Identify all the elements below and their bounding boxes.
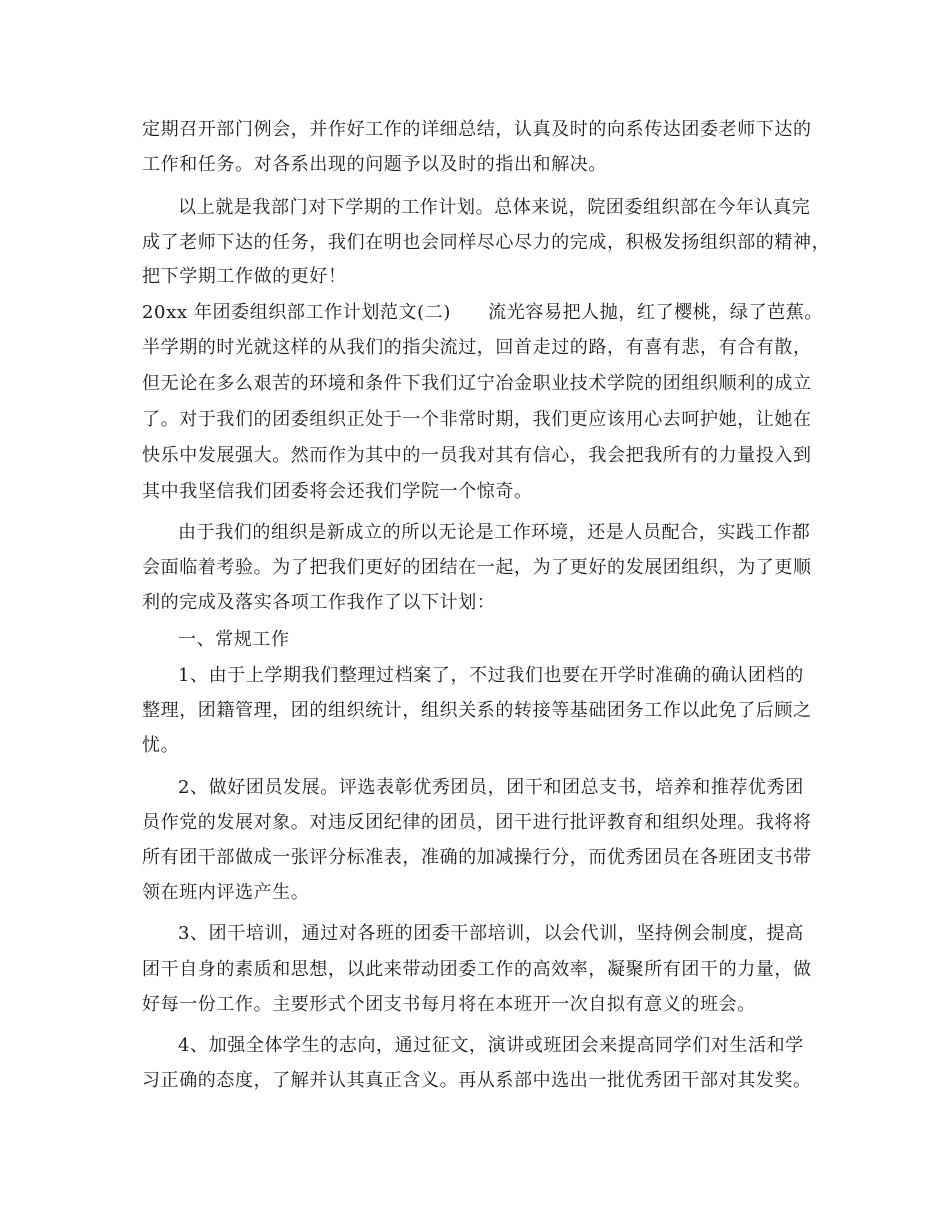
- text-line: 所有团干部做成一张评分标准表，准确的加减操行分，而优秀团员在各班团支书带: [142, 847, 812, 868]
- text-line: 其中我坚信我们团委将会还我们学院一个惊奇。: [142, 481, 533, 502]
- text-line: 4、加强全体学生的志向，通过征文，演讲或班团会来提高同学们对生活和学: [178, 1035, 804, 1056]
- text-line: 2、做好团员发展。评选表彰优秀团员，团干和团总支书，培养和推荐优秀团: [178, 777, 804, 798]
- text-line: 半学期的时光就这样的从我们的指尖流过，回首走过的路，有喜有悲，有合有散，: [142, 337, 812, 358]
- text-line: 由于我们的组织是新成立的所以无论是工作环境，还是人员配合，实践工作都: [178, 522, 811, 543]
- text-line: 团干自身的素质和思想，以此来带动团委工作的高效率，凝聚所有团干的力量，做: [142, 959, 812, 980]
- text-line: 工作和任务。对各系出现的问题予以及时的指出和解决。: [142, 154, 607, 175]
- text-line: 定期召开部门例会，并作好工作的详细总结，认真及时的向系传达团委老师下达的: [142, 119, 812, 140]
- text-line: 成了老师下达的任务，我们在明也会同样尽心尽力的完成，积极发扬组织部的精神，: [142, 232, 831, 253]
- text-line: 以上就是我部门对下学期的工作计划。总体来说，院团委组织部在今年认真完: [178, 197, 811, 218]
- text-line: 3、团干培训，通过对各班的团委干部培训，以会代训，坚持例会制度，提高: [178, 923, 804, 944]
- text-line: 领在班内评选产生。: [142, 882, 310, 903]
- text-line: 习正确的态度，了解并认其真正含义。再从系部中选出一批优秀团干部对其发奖。: [142, 1070, 812, 1091]
- text-line: 把下学期工作做的更好！: [142, 266, 347, 287]
- text-line: 好每一份工作。主要形式个团支书每月将在本班开一次自拟有意义的班会。: [142, 994, 756, 1015]
- text-line: 快乐中发展强大。然而作为其中的一员我对其有信心，我会把我所有的力量投入到: [142, 445, 812, 466]
- text-line: 了。对于我们的团委组织正处于一个非常时期，我们更应该用心去呵护她，让她在: [142, 409, 812, 430]
- text-line: 会面临着考验。为了把我们更好的团结在一起，为了更好的发展团组织，为了更顺: [142, 557, 812, 578]
- text-line: 整理，团籍管理，团的组织统计，组织关系的转接等基础团务工作以此免了后顾之: [142, 700, 812, 721]
- text-line: 但无论在多么艰苦的环境和条件下我们辽宁冶金职业技术学院的团组织顺利的成立: [142, 373, 812, 394]
- text-line: 利的完成及落实各项工作我作了以下计划：: [142, 592, 496, 613]
- text-line: 员作党的发展对象。对违反团纪律的团员，团干进行批评教育和组织处理。我将将: [142, 812, 812, 833]
- text-line: 忧。: [142, 735, 180, 756]
- list-heading: 一、常规工作: [178, 629, 290, 650]
- text-line: 1、由于上学期我们整理过档案了，不过我们也要在开学时准确的确认团档的: [178, 665, 804, 686]
- section-heading: 20xx 年团委组织部工作计划范文(二) 流光容易把人抛，红了樱桃，绿了芭蕉。: [142, 302, 823, 323]
